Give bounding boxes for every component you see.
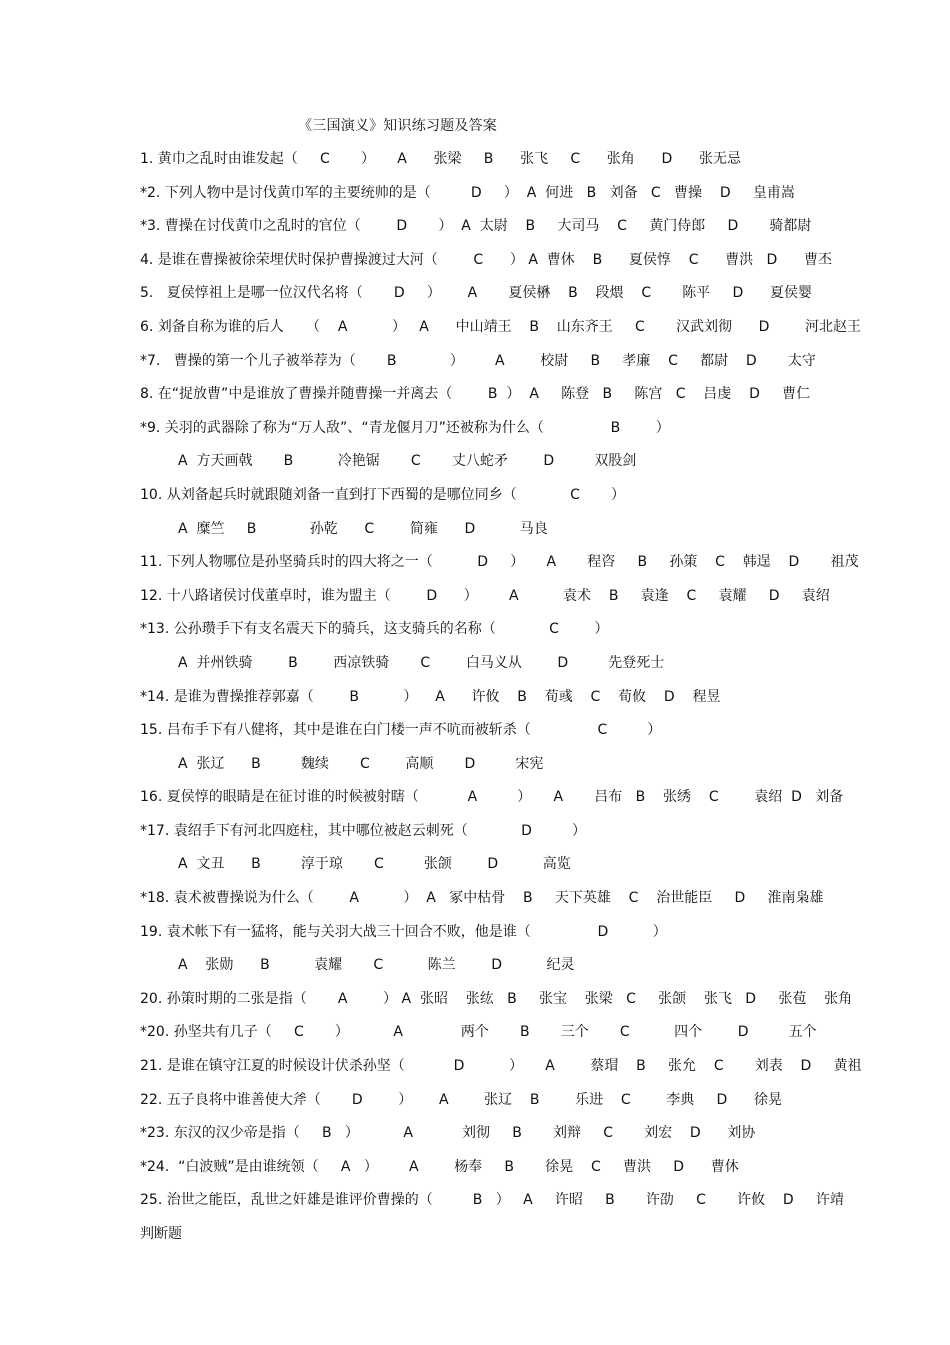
question-line: 21. 是谁在镇守江夏的时候设计伏杀孙坚（ D ） A 蔡瑁 B 张允 C 刘表 D 黄祖 — [140, 1058, 862, 1075]
question-line: 8. 在“捉放曹”中是谁放了曹操并随曹操一并离去（ B ） A 陈登 B 陈宫 C 吕虔 D 曹仁 — [140, 386, 811, 403]
document-title: 《三国演义》知识练习题及答案 — [298, 118, 497, 134]
question-line: 5. 夏侯惇祖上是哪一位汉代名将（ D ） A 夏侯楙 B 段煨 C 陈平 D 夏侯婴 — [140, 285, 812, 302]
question-line: *7. 曹操的第一个儿子被举荐为（ B ） A 校尉 B 孝廉 C 都尉 D 太守 — [140, 352, 816, 369]
question-line: 1. 黄巾之乱时由谁发起（ C ） A 张梁 B 张飞 C 张角 D 张无忌 — [140, 151, 741, 167]
question-line: 12. 十八路诸侯讨伐董卓时，谁为盟主（ D ） A 袁术 B 袁逢 C 袁耀 D 袁绍 — [140, 587, 830, 604]
question-line: *2. 下列人物中是讨伐黄巾军的主要统帅的是（ D ） A 何进 B 刘备 C 曹操 D 皇甫嵩 — [140, 184, 795, 201]
question-line: *9. 关羽的武器除了称为“万人敌”、“青龙偃月刀”还被称为什么（ B ） — [140, 419, 670, 436]
question-line: 15. 吕布手下有八健将，其中是谁在白门楼一声不吭而被斩杀（ C ） — [140, 722, 662, 739]
option-line: A 糜竺 B 孙乾 C 简雍 D 马良 — [178, 520, 548, 537]
option-line: A 方天画戟 B 冷艳锯 C 丈八蛇矛 D 双股剑 — [178, 453, 637, 470]
question-line: 4. 是谁在曹操被徐荣埋伏时保护曹操渡过大河（ C ） A 曹休 B 夏侯惇 C 曹洪 D 曹丕 — [140, 251, 833, 268]
question-line: 25. 治世之能臣，乱世之奸雄是谁评价曹操的（ B ） A 许昭 B 许劭 C 许攸 D 许靖 — [140, 1192, 844, 1209]
question-line: 11. 下列人物哪位是孙坚骑兵时的四大将之一（ D ） A 程咨 B 孙策 C 韩逞 D 祖茂 — [140, 554, 859, 571]
question-line: *17. 袁绍手下有河北四庭柱，其中哪位被赵云刺死（ D ） — [140, 822, 586, 839]
option-line: A 张勋 B 袁耀 C 陈兰 D 纪灵 — [178, 957, 575, 974]
question-line: *13. 公孙瓒手下有支名震天下的骑兵，这支骑兵的名称（ C ） — [140, 621, 609, 638]
question-line: 22. 五子良将中谁善使大斧（ D ） A 张辽 B 乐进 C 李典 D 徐晃 — [140, 1091, 783, 1108]
question-line: *14. 是谁为曹操推荐郭嘉（ B ） A 许攸 B 荀彧 C 荀攸 D 程昱 — [140, 688, 721, 705]
option-line: A 并州铁骑 B 西凉铁骑 C 白马义从 D 先登死士 — [178, 654, 665, 671]
question-line: 10. 从刘备起兵时就跟随刘备一直到打下西蜀的是哪位同乡（ C ） — [140, 486, 626, 503]
question-line: 判断题 — [140, 1226, 182, 1242]
question-line: 20. 孙策时期的二张是指（ A ） A 张昭 张纮 B 张宝 张梁 C 张颌 张飞 D 张苞 张角 — [140, 990, 853, 1007]
option-line: A 张辽 B 魏续 C 高顺 D 宋宪 — [178, 755, 544, 772]
question-line: *18. 袁术被曹操说为什么（ A ） A 冢中枯骨 B 天下英雄 C 治世能臣 D 淮南枭雄 — [140, 890, 824, 907]
question-line: 16. 夏侯惇的眼睛是在征讨谁的时候被射瞎（ A ） A 吕布 B 张绣 C 袁绍 D 刘备 — [140, 789, 844, 806]
question-line: 6. 刘备自称为谁的后人 （ A ） A 中山靖王 B 山东齐王 C 汉武刘彻 D 河北赵王 — [140, 318, 862, 335]
question-line: *20. 孙坚共有几子（ C ） A 两个 B 三个 C 四个 D 五个 — [140, 1024, 817, 1041]
question-list — [140, 148, 930, 1257]
option-line: A 文丑 B 淳于琼 C 张颌 D 高览 — [178, 856, 571, 873]
question-line: *24. “白波贼”是由谁统领（ A ） A 杨奉 B 徐晃 C 曹洪 D 曹休 — [140, 1158, 739, 1175]
question-line: 19. 袁术帐下有一猛将，能与关羽大战三十回合不败，他是谁（ D ） — [140, 923, 667, 940]
question-line: *23. 东汉的汉少帝是指（ B ） A 刘彻 B 刘辩 C 刘宏 D 刘协 — [140, 1125, 756, 1142]
question-line: *3. 曹操在讨伐黄巾之乱时的官位（ D ） A 太尉 B 大司马 C 黄门侍郎 D 骑都尉 — [140, 218, 812, 235]
